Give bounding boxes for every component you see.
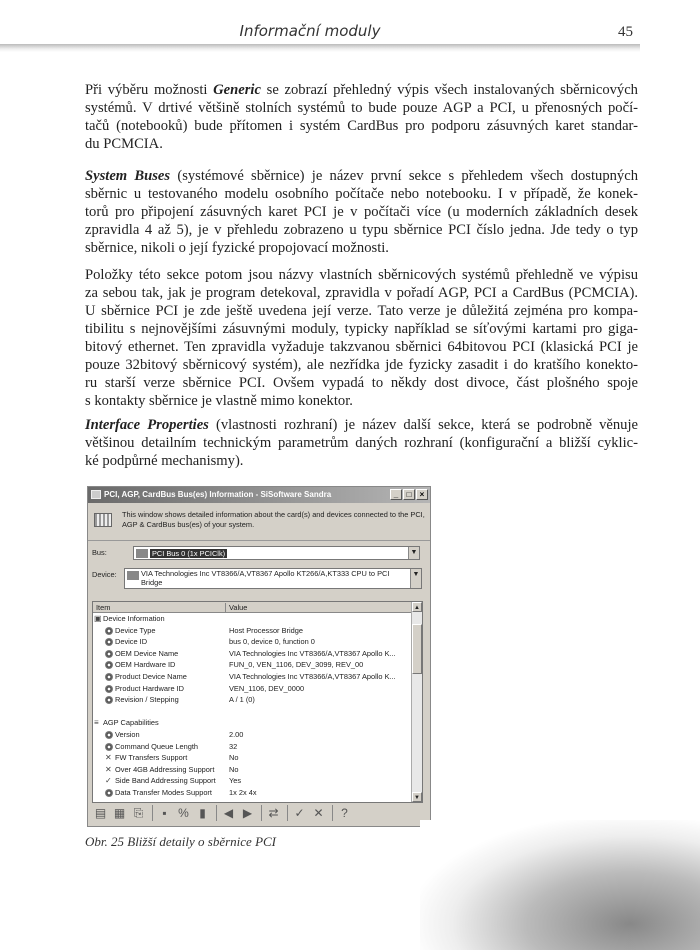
group-row[interactable] (93, 613, 422, 625)
toolbar (92, 805, 422, 825)
table-row[interactable] (93, 636, 422, 648)
text-line: tibilitu s nejnovějšími zásuvnými moduly, typicky například se síťovými kartami pro giga- (85, 321, 638, 337)
info-banner (88, 503, 430, 541)
paragraph-system-buses (85, 167, 638, 257)
maximize-button[interactable]: □ (403, 489, 415, 500)
info-gear-icon (105, 685, 113, 693)
text-line: sběrnice, nikoli o její fyzické propojovací možnosti. (85, 240, 389, 256)
item-name: Over 4GB Addressing Support (115, 764, 215, 774)
page-number: 45 (618, 24, 633, 40)
scroll-down-icon[interactable]: ▼ (412, 792, 422, 802)
table-row[interactable] (93, 648, 422, 660)
item-name: Version (115, 729, 140, 739)
window-title: PCI, AGP, CardBus Bus(es) Information - SiSoftware Sandra (104, 490, 332, 499)
table-row[interactable] (93, 694, 422, 706)
column-header-value[interactable]: Value (225, 603, 247, 612)
table-row[interactable] (93, 625, 422, 637)
table-row[interactable] (93, 729, 422, 741)
cancel-icon[interactable]: ✕ (313, 806, 324, 820)
text-line (85, 81, 638, 99)
info-gear-icon (105, 696, 113, 704)
table-row[interactable] (93, 741, 422, 753)
item-value: No (229, 764, 239, 774)
close-button[interactable]: × (416, 489, 428, 500)
save-icon[interactable]: ▪ (162, 806, 167, 820)
text-segment: se zobrazí přehledný výpis všech instalovaných sběrnicových (260, 82, 638, 98)
device-value: VIA Technologies Inc VT8366/A,VT8367 Apollo KT266/A,KT333 CPU to PCI Bridge (141, 569, 390, 587)
bus-value: PCI Bus 0 (1x PCIClk) (152, 549, 226, 558)
toolbar-separator (216, 805, 217, 821)
info-gear-icon (105, 789, 113, 797)
forward-icon[interactable]: ▶ (242, 806, 253, 820)
text-line: U sběrnice PCI je zde ještě uvedena její verze. Tato verze je důležitá zejména pro kompa- (85, 303, 638, 319)
list-rows (93, 613, 422, 799)
text-line: systémů. V drtivé většině stolních systémů to bude pouze AGP a PCI, u přenosných počí- (85, 100, 638, 116)
properties-list (92, 601, 423, 803)
item-value: Host Processor Bridge (229, 625, 303, 635)
item-name: AGP Capabilities (103, 718, 159, 728)
chevron-down-icon[interactable]: ▼ (410, 569, 421, 588)
table-row[interactable] (93, 764, 422, 776)
cross-icon: ✕ (105, 764, 112, 774)
item-name: Side Band Addressing Support (115, 776, 216, 786)
bus-select[interactable] (133, 546, 420, 560)
table-row (93, 706, 422, 718)
text-line: torů pro připojení zásuvných karet PCI je v počítači více (u moderních základních desek (85, 204, 638, 220)
running-header-title: Informační moduly (239, 22, 381, 40)
item-value: 1x 2x 4x (229, 787, 257, 797)
text-line: bitový ethernet. Ten zpravidla vyžaduje takzvanou sběrnici 64bitovou PCI (klasická PCI je (85, 339, 638, 355)
text-line: Položky této sekce potom jsou názvy vlastních sběrnicových systémů přehledně ve výpisu (85, 267, 638, 283)
toolbar-separator (152, 805, 153, 821)
text-line: ru starší verze sběrnice PCI. Ovšem vypadá to někdy dost divoce, část plošného spoje (85, 375, 638, 391)
emphasized-term: Interface Properties (85, 417, 209, 433)
sandra-window-screenshot (87, 486, 431, 827)
percent-icon[interactable]: % (178, 806, 189, 820)
text-segment: (vlastnosti rozhraní) je název další sekce, která se podrobně věnuje (208, 417, 638, 433)
item-name: Product Hardware ID (115, 683, 185, 693)
cross-icon: ✕ (105, 753, 112, 763)
emphasized-term: Generic (213, 82, 261, 98)
text-line: du PCMCIA. (85, 136, 163, 152)
item-name: OEM Device Name (115, 648, 179, 658)
item-name: Data Transfer Modes Support (115, 787, 212, 797)
text-line: ké podpůrné mechanismy). (85, 453, 244, 469)
emphasized-term: System Buses (85, 168, 171, 184)
text-line: tačů (notebooků) bude přítomen i systém CardBus pro podporu zásuvných karet standar- (85, 118, 638, 134)
figure-caption: Obr. 25 Bližší detaily o sběrnice PCI (85, 834, 277, 849)
text-line: sběrnic u testovaného modelu osobního počítače nebo notebooku. I v případě, že konek- (85, 186, 638, 202)
item-value: VIA Technologies Inc VT8366/A,VT8367 Apollo K... (229, 671, 396, 681)
chevron-down-icon[interactable]: ▼ (408, 547, 419, 559)
scroll-up-icon[interactable]: ▲ (412, 602, 422, 612)
device-label: Device: (92, 570, 117, 579)
help-icon[interactable]: ? (341, 806, 348, 820)
info-gear-icon (105, 627, 113, 635)
text-segment: (systémové sběrnice) je název první sekce s přehledem všech dostupných (170, 168, 638, 184)
text-line: pouze 32bitový sběrnicový systém), ale nezřídka jde fyzicky zasadit i do kratšího konekto- (85, 357, 638, 373)
chart-icon[interactable]: ▮ (199, 806, 206, 820)
text-line: většinou detailním technickým parametrům daných rozhraní (konfigurační a bližší cyklic- (85, 435, 638, 451)
item-name: FW Transfers Support (115, 753, 188, 763)
item-value: VIA Technologies Inc VT8366/A,VT8367 Apollo K... (229, 648, 396, 658)
info-text: This window shows detailed information about the card(s) and devices connected to the PCI, AGP & CardBus bus(es) of your system. (122, 510, 425, 529)
text-segment: Při výběru možnosti (85, 82, 214, 98)
header-rule (0, 44, 640, 52)
options-icon[interactable]: ▤ (94, 806, 107, 820)
app-icon (91, 490, 101, 499)
item-value: FUN_0, VEN_1106, DEV_3099, REV_00 (229, 660, 364, 670)
text-line: zpravidla 4 až 5), je v přehledu zobrazeno u typu sběrnice PCI číslo jedna. Jde tedy o typ (85, 222, 638, 238)
back-icon[interactable]: ◀ (223, 806, 234, 820)
copy-icon[interactable]: ⎘ (133, 806, 144, 820)
paragraph-generic (85, 81, 638, 153)
paragraph-interface-properties (85, 416, 638, 470)
text-line (85, 167, 638, 185)
ok-icon[interactable]: ✓ (294, 806, 305, 820)
item-name: OEM Hardware ID (115, 660, 176, 670)
info-gear-icon (105, 650, 113, 658)
item-value: VEN_1106, DEV_0000 (229, 683, 305, 693)
info-gear-icon (105, 743, 113, 751)
report-icon[interactable]: ▦ (113, 806, 126, 820)
device-field (88, 563, 430, 591)
device-info-icon: ▣ (94, 614, 102, 623)
agp-icon: ≡ (94, 718, 99, 728)
item-value: A / 1 (0) (229, 695, 255, 705)
minimize-button[interactable]: _ (390, 489, 402, 500)
info-gear-icon (105, 673, 113, 681)
item-name: Product Device Name (115, 671, 187, 681)
window-titlebar (88, 487, 430, 503)
info-gear-icon (105, 731, 113, 739)
text-line (85, 416, 638, 434)
table-row[interactable] (93, 752, 422, 764)
scroll-thumb[interactable] (412, 624, 422, 674)
pci-icon (136, 549, 148, 558)
column-header-item[interactable]: Item (96, 603, 111, 612)
decorative-key-illustration (420, 820, 700, 950)
item-value: 2.00 (229, 729, 244, 739)
text-line: s kontakty sběrnice je vlastně mimo konektor. (85, 393, 353, 409)
toolbar-separator (332, 805, 333, 821)
bus-info-icon (94, 513, 112, 527)
vertical-scrollbar[interactable] (411, 602, 422, 802)
info-gear-icon (105, 661, 113, 669)
bus-label: Bus: (92, 548, 107, 557)
item-value: No (229, 753, 239, 763)
list-header (93, 602, 422, 613)
item-name: Device ID (115, 637, 148, 647)
item-name: Revision / Stepping (115, 695, 179, 705)
table-row[interactable] (93, 683, 422, 695)
group-row[interactable] (93, 717, 422, 729)
table-row[interactable] (93, 671, 422, 683)
device-select[interactable] (124, 568, 422, 589)
refresh-icon[interactable]: ⇄ (268, 806, 279, 820)
toolbar-separator (261, 805, 262, 821)
item-value: 32 (229, 741, 238, 751)
item-name: Device Information (103, 614, 165, 623)
item-value: bus 0, device 0, function 0 (229, 637, 315, 647)
bus-field (88, 541, 430, 563)
device-icon (127, 571, 139, 580)
toolbar-separator (287, 805, 288, 821)
info-gear-icon (105, 638, 113, 646)
item-value: Yes (229, 776, 242, 786)
table-row[interactable] (93, 775, 422, 787)
item-name: Device Type (115, 625, 156, 635)
text-line: za sebou tak, jak je program detekoval, zpravidla v pořadí AGP, PCI a CardBus (PCMCIA). (85, 285, 638, 301)
paragraph-bus-items (85, 266, 638, 410)
table-row[interactable] (93, 659, 422, 671)
table-row[interactable] (93, 787, 422, 799)
item-name: Command Queue Length (115, 741, 198, 751)
check-icon: ✓ (105, 776, 112, 786)
